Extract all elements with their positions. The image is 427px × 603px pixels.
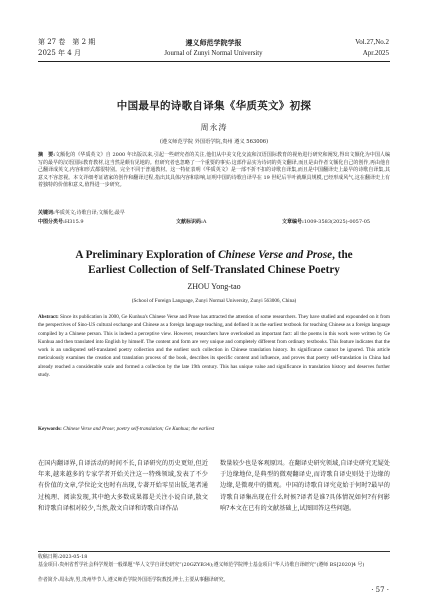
author-zh: 周永涛 [200,123,228,132]
title-en-line2: Earliest Collection of Self-Translated Chinese Poetry [88,263,340,276]
author-en: ZHOU Yong-tao [187,282,241,291]
header-date-en: Apr.2025 [362,49,389,57]
keywords-en [38,426,390,434]
page-number: · 57 · [371,586,389,594]
classification-zh [38,219,390,227]
abstract-zh [38,152,390,190]
header-journal-zh: 遵义师范学院学报 [185,38,242,47]
abstract-en-text: Since its publication in 2000, Ge Kunhua's Chinese Verse and Prose has attracted the attention of some researchers. They have studied and expounded on it from the perspectives of Sino-US cultural exchange and Chinese as a foreign language teaching, and defined it as the earliest textbook for teaching Chinese as a foreign language compiled by a Chinese person. This is indeed a perceptive view. However, researchers have overlooked an important fact: all the poems in this work were written by Ge Kunhua and then translated into English by himself. The content and form are very unique and completely different from ordinary textbooks. This feature indicates that the work is an undisputed self-translated poetry collection and the earliest such collection in Chinese translation history. Its significance cannot be ignored. This article meticulously examines the creation and translation process of the book, describes its specific content and influence, and proves that poetry self-translation in China had already reached a considerable scale and formed a collection by the late 19th century. This has unique value and significance in translation history and deserves further study. [38,314,390,379]
title-en-italic: Chinese Verse and Prose [218,249,333,261]
article-title-en: A Preliminary Exploration of Chinese Verse and Prose, the Earliest Collection of Self-Translated Chinese Poetry [75,249,353,276]
footnote-fund: 基金项目:贵州省哲学社会科学规划一般课题“华人文学自译史研究”(20GZYB34);遵义师范学院博士基金项目“华人诗歌自译研究”(遵师 BS[2020]4 号) [38,562,365,568]
affiliation-en: (School of Foreign Language, Zunyi Normal University, Zunyi 563006, China) [131,298,297,304]
footnote-bio: 作者简介:周永涛,男,贵州毕节人,遵义师范学院外国语学院教授,博士,主要从事翻译研究。 [38,577,229,583]
header-volume-zh: 第 27 卷 第 2 期 [38,38,96,46]
header-journal-en: Journal of Zunyi Normal University [164,50,263,57]
affiliation-zh: (遵义师范学院 外国语学院,贵州 遵义 563006) [159,139,269,145]
abstract-zh-label: 摘 要: [38,152,56,158]
abstract-en-label: Abstract: [38,314,59,320]
body-column-right: 数量较少也是客观原因。在翻译史研究领域,自译史研究无疑处于边缘地位,是典型的微观翻译史,而诗歌自译史则处于边缘的边缘,是微观中的微观。中国的诗歌自译究竟始于何时?最早的诗歌自译集出现在什么时候?译者是谁?具体情况如何?有何影响?本文在已有的文献基础上,试图回答这些问题。 [220,460,390,512]
keywords-zh [38,210,390,218]
keywords-en-text: Chinese Verse and Prose; poetry self-translation; Ge Kunhua; the earliest [63,426,215,432]
keywords-en-label: Keywords: [38,426,62,432]
article-number: 文章编号:1009-3583(2025)-0057-05 [282,219,371,225]
header-rule [38,61,390,62]
header-volume-en: Vol.27,No.2 [355,38,389,46]
article-title-zh: 中国最早的诗歌自译集《华质英文》初探 [116,100,312,112]
abstract-zh-text: 文额化的《华质英文》自 2000 年出版以来,引起一些研究者的关注,他们从中美文化交流和汉语国际教育的视角进行研究和阐发,得出文额化为中国人编写的最早的汉语国际教育教材,这当然是颇有见地的。但研究者也忽略了一个重要的事实:这部作品实为诗词的英文翻译,而且是由作者文额化自己的创作,再由他自己翻译成英文,内容和形式都很特别。完全不同于普通教材。这一特征表明《华质英文》是一部不折不扣的诗歌自译集,而且是中国翻译史上最早的诗歌自译集,其意义不容忽视。本文详细考证诸家的创作和翻译过程,指出其具体内容和影响,证明中国的诗歌自译早在 19 世纪后半叶就颇具规模,已经形成风气,这在翻译史上有着独特的价值和意义,值得进一步研究。 [38,152,390,189]
header-date-zh: 2025 年 4 月 [38,49,81,57]
abstract-en [38,313,390,379]
keywords-zh-label: 关键词: [38,210,55,216]
body-column-left: 在国内翻译界,自译活动的时间不长,自译研究的历史更短,但近年来,越来越多的专家学者开始关注这一特殊领域,发表了不少有价值的文章,学位论文也时有出现,专著开始零星出版,笔者通过梳理、阅读发现,其中绝大多数成果都是关注小说自译,散文和诗歌自译相对较少,当然,散文自译和诗歌自译作品 [38,460,208,512]
footnote-received: 收稿日期:2023-05-18 [38,554,88,560]
clc-code: 中图分类号:H315.9 [38,219,84,225]
keywords-zh-text: 华质英文;诗歌自译;文额化;最早 [54,210,125,216]
footnote-rule [38,551,390,552]
doc-code: 文献标识码:A [176,219,207,225]
